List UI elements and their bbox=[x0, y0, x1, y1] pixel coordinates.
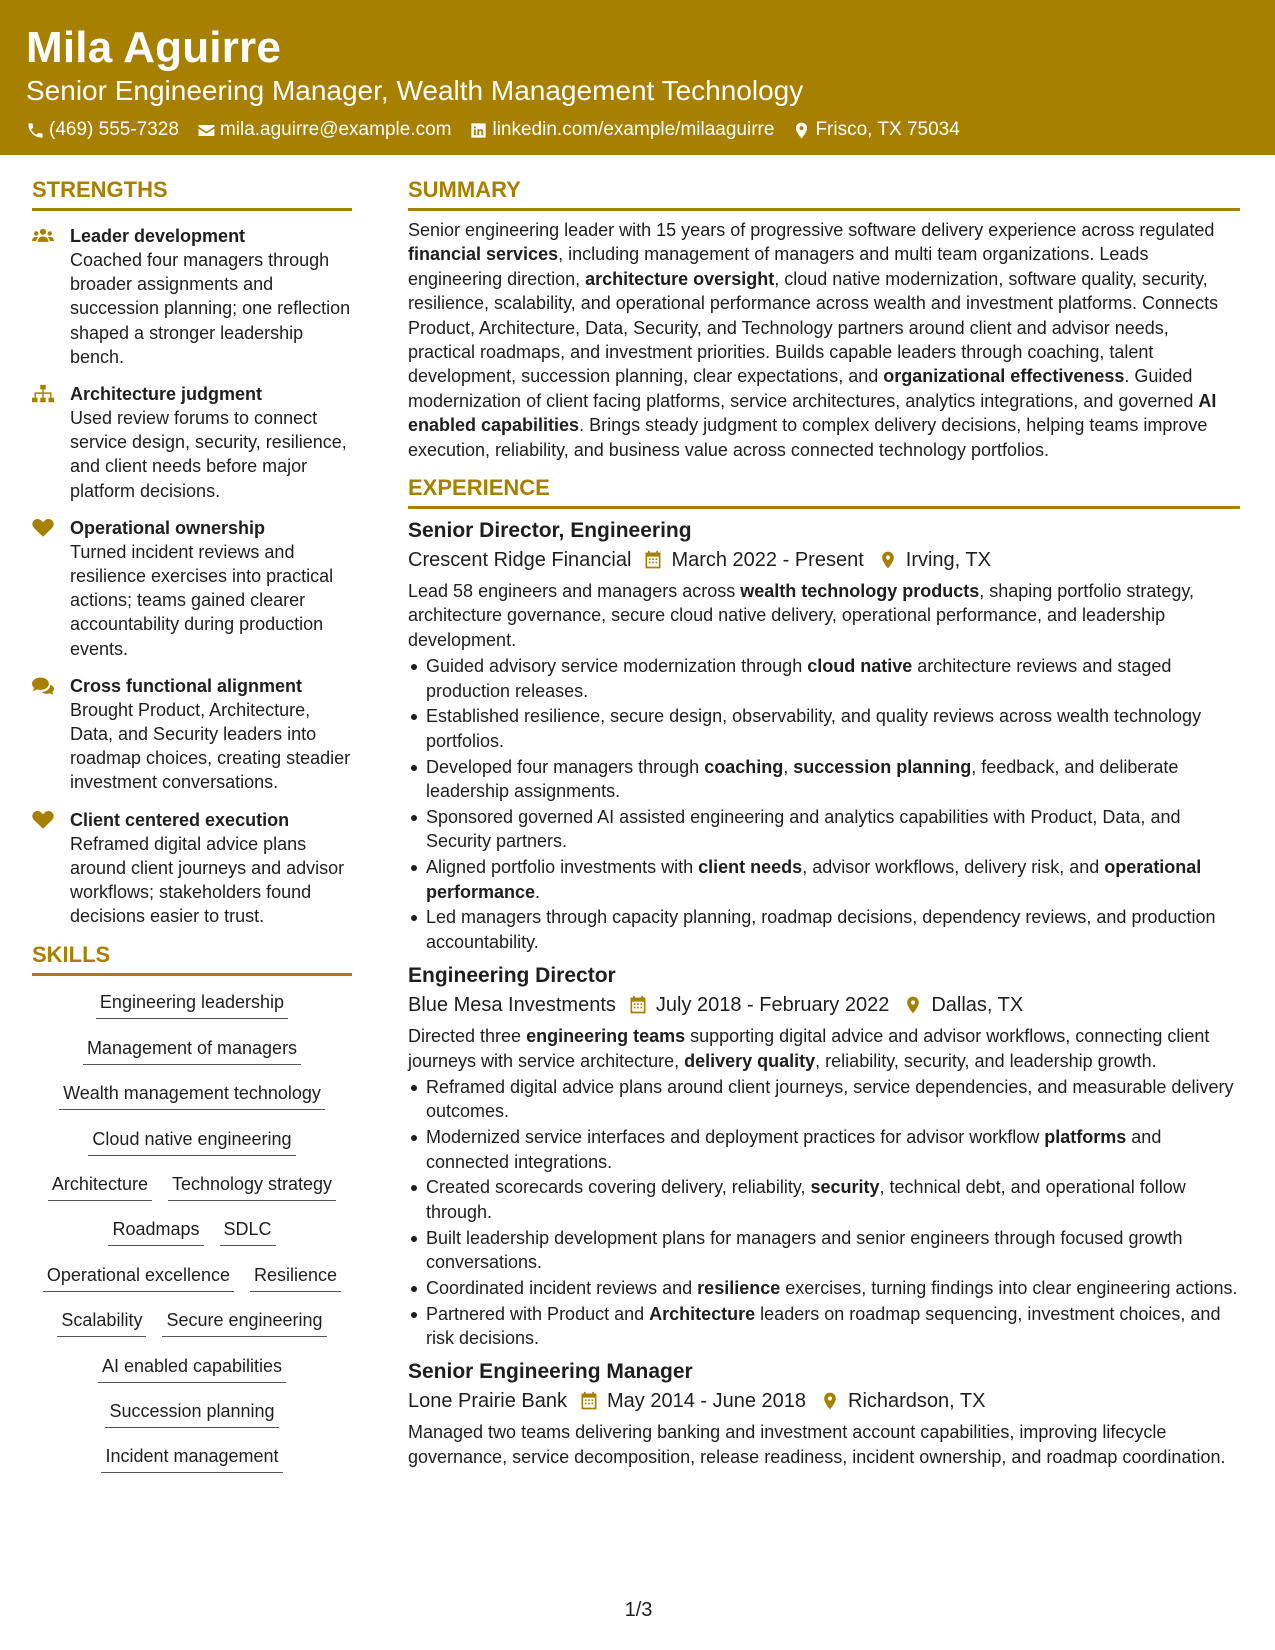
linkedin-text: linkedin.com/example/milaaguirre bbox=[492, 119, 775, 140]
skill-tag: Wealth management technology bbox=[59, 1081, 325, 1110]
map-pin-icon bbox=[889, 995, 931, 1015]
summary-heading: SUMMARY bbox=[408, 176, 1240, 211]
job-dates: May 2014 - June 2018 bbox=[606, 1390, 807, 1413]
strength-description: Reframed digital advice plans around client journeys and advisor workflows; stakeholders found decisions easier to trust. bbox=[70, 833, 345, 927]
contact-linkedin[interactable] bbox=[469, 118, 774, 142]
map-pin-icon bbox=[864, 550, 906, 570]
skill-tag: Secure engineering bbox=[162, 1308, 326, 1337]
strength-body bbox=[70, 516, 352, 661]
skills-list bbox=[32, 990, 352, 1489]
heart-icon bbox=[32, 516, 70, 661]
job-description: Directed three engineering teams supporting digital advice and advisor workflows, connecting client journeys with service architecture, delivery quality, reliability, security, and leadership growth. bbox=[408, 1026, 1210, 1071]
skill-row bbox=[90, 1354, 294, 1399]
job-meta bbox=[408, 546, 1240, 574]
skill-tag: Engineering leadership bbox=[96, 990, 288, 1019]
skill-tag: Resilience bbox=[250, 1263, 341, 1292]
job-title: Engineering Director bbox=[408, 964, 616, 988]
page-number: 1/3 bbox=[624, 1599, 653, 1621]
job-meta bbox=[408, 991, 1240, 1019]
contact-bar bbox=[26, 118, 1249, 142]
skill-row bbox=[100, 1217, 283, 1262]
strength-body bbox=[70, 808, 352, 929]
strength-title: Cross functional alignment bbox=[70, 675, 303, 696]
strength-description: Brought Product, Architecture, Data, and Security leaders into roadmap choices, creating steadier investment conversations. bbox=[70, 699, 351, 793]
users-icon bbox=[32, 224, 70, 369]
strength-item bbox=[32, 808, 352, 929]
job-entry bbox=[408, 517, 1240, 954]
skill-row bbox=[40, 1172, 344, 1217]
skill-tag: Management of managers bbox=[83, 1036, 301, 1065]
contact-email[interactable] bbox=[197, 118, 452, 142]
job-bullet: Established resilience, secure design, observability, and quality reviews across wealth technology portfolios. bbox=[408, 704, 1240, 753]
skill-row bbox=[97, 1399, 286, 1444]
job-meta bbox=[408, 1387, 1240, 1415]
skill-tag: Architecture bbox=[48, 1172, 152, 1201]
job-bullets bbox=[408, 1075, 1240, 1350]
strength-body bbox=[70, 224, 352, 369]
skill-tag: Technology strategy bbox=[168, 1172, 336, 1201]
right-column bbox=[408, 176, 1240, 1469]
location-text: Frisco, TX 75034 bbox=[815, 119, 960, 140]
job-bullets bbox=[408, 654, 1240, 954]
experience-heading: EXPERIENCE bbox=[408, 474, 1240, 509]
phone-icon bbox=[26, 121, 45, 140]
job-bullet: Guided advisory service modernization through cloud native architecture reviews and staged production releases. bbox=[408, 654, 1240, 703]
skill-tag: Roadmaps bbox=[108, 1217, 203, 1246]
job-dates: March 2022 - Present bbox=[671, 549, 864, 572]
candidate-title: Senior Engineering Manager, Wealth Management Technology bbox=[26, 75, 804, 106]
job-bullet: Coordinated incident reviews and resilience exercises, turning findings into clear engineering actions. bbox=[408, 1276, 1240, 1300]
job-dates: July 2018 - February 2022 bbox=[655, 994, 890, 1017]
job-bullet: Aligned portfolio investments with client needs, advisor workflows, delivery risk, and operational performance. bbox=[408, 855, 1240, 904]
left-column bbox=[32, 176, 352, 1490]
strength-title: Architecture judgment bbox=[70, 384, 263, 405]
skill-row bbox=[93, 1444, 290, 1489]
skill-row bbox=[88, 990, 296, 1035]
skill-tag: Incident management bbox=[101, 1444, 282, 1473]
strength-description: Turned incident reviews and resilience exercises into practical actions; teams gained clearer accountability during production events. bbox=[70, 541, 334, 659]
job-bullet: Built leadership development plans for managers and senior engineers through focused growth conversations. bbox=[408, 1226, 1240, 1275]
job-entry bbox=[408, 962, 1240, 1350]
strength-item bbox=[32, 516, 352, 661]
job-location: Irving, TX bbox=[905, 549, 991, 572]
envelope-icon bbox=[197, 121, 216, 140]
strength-item bbox=[32, 382, 352, 503]
job-bullet: Partnered with Product and Architecture leaders on roadmap sequencing, investment choices, and risk decisions. bbox=[408, 1302, 1240, 1351]
strength-body bbox=[70, 674, 352, 795]
job-description: Lead 58 engineers and managers across wealth technology products, shaping portfolio strategy, architecture governance, secure cloud native delivery, operational performance, and leadership development. bbox=[408, 581, 1195, 650]
calendar-icon bbox=[631, 550, 671, 570]
map-pin-icon bbox=[806, 1391, 848, 1411]
summary-text: Senior engineering leader with 15 years of progressive software delivery experience across regulated financial services, including management of managers and multi team organizations. Leads engineering direction, architecture oversight, cloud native modernization, software quality, security, resilience, scalability, and operational performance across wealth and investment platforms. Connects Product, Architecture, Data, Security, and Technology partners around client and advisor needs, practical roadmaps, and investment priorities. Builds capable leaders through coaching, talent development, succession planning, clear expectations, and organizational effectiveness. Guided modernization of client facing platforms, service architectures, analytics integrations, and governed AI enabled capabilities. Brings steady judgment to complex delivery decisions, helping teams improve execution, reliability, and business value across connected technology portfolios. bbox=[408, 220, 1219, 460]
job-description: Managed two teams delivering banking and investment account capabilities, improving lifecycle governance, service decomposition, release readiness, incident ownership, and roadmap coordination. bbox=[408, 1422, 1226, 1467]
job-bullet: Created scorecards covering delivery, reliability, security, technical debt, and operational follow through. bbox=[408, 1175, 1240, 1224]
phone-text: (469) 555-7328 bbox=[49, 119, 179, 140]
skill-row bbox=[80, 1127, 303, 1172]
map-pin-icon bbox=[792, 121, 811, 140]
skill-row bbox=[51, 1081, 333, 1126]
page-indicator bbox=[0, 1598, 1275, 1622]
skill-tag: SDLC bbox=[220, 1217, 276, 1246]
email-text: mila.aguirre@example.com bbox=[219, 119, 452, 140]
skill-tag: AI enabled capabilities bbox=[98, 1354, 286, 1383]
job-location: Dallas, TX bbox=[931, 994, 1024, 1017]
job-location: Richardson, TX bbox=[848, 1390, 986, 1413]
job-company: Crescent Ridge Financial bbox=[408, 549, 632, 572]
strength-body bbox=[70, 382, 352, 503]
job-title: Senior Director, Engineering bbox=[408, 519, 692, 543]
skill-row bbox=[35, 1263, 349, 1308]
skill-tag: Cloud native engineering bbox=[88, 1127, 295, 1156]
job-company: Blue Mesa Investments bbox=[408, 994, 616, 1017]
job-bullet: Reframed digital advice plans around client journeys, service dependencies, and measurable delivery outcomes. bbox=[408, 1075, 1240, 1124]
strength-item bbox=[32, 224, 352, 369]
strength-item bbox=[32, 674, 352, 795]
comments-icon bbox=[32, 674, 70, 795]
skill-tag: Scalability bbox=[57, 1308, 146, 1337]
skill-tag: Succession planning bbox=[105, 1399, 278, 1428]
strength-title: Operational ownership bbox=[70, 517, 266, 538]
resume-header bbox=[0, 0, 1275, 155]
skills-heading: SKILLS bbox=[32, 941, 352, 976]
job-title: Senior Engineering Manager bbox=[408, 1360, 693, 1384]
sitemap-icon bbox=[32, 382, 70, 503]
strength-title: Client centered execution bbox=[70, 809, 290, 830]
strength-description: Coached four managers through broader assignments and succession planning; one reflection shaped a stronger leadership bench. bbox=[70, 250, 351, 367]
job-entry bbox=[408, 1358, 1240, 1469]
strength-title: Leader development bbox=[70, 226, 246, 246]
skill-row bbox=[75, 1036, 309, 1081]
contact-phone[interactable] bbox=[26, 118, 179, 142]
calendar-icon bbox=[616, 995, 656, 1015]
experience-list bbox=[408, 517, 1240, 1469]
linkedin-icon bbox=[469, 121, 488, 140]
job-bullet: Modernized service interfaces and deployment practices for advisor workflow platforms and connected integrations. bbox=[408, 1125, 1240, 1174]
candidate-name: Mila Aguirre bbox=[26, 23, 282, 72]
skill-row bbox=[49, 1308, 334, 1353]
strengths-heading: STRENGTHS bbox=[32, 176, 352, 211]
skill-tag: Operational excellence bbox=[43, 1263, 234, 1292]
job-bullet: Led managers through capacity planning, roadmap decisions, dependency reviews, and production accountability. bbox=[408, 905, 1240, 954]
heart-icon bbox=[32, 808, 70, 929]
calendar-icon bbox=[567, 1391, 607, 1411]
contact-location bbox=[792, 118, 959, 142]
strengths-list bbox=[32, 224, 352, 928]
strength-description: Used review forums to connect service design, security, resilience, and client needs before major platform decisions. bbox=[70, 408, 347, 501]
job-bullet: Sponsored governed AI assisted engineering and analytics capabilities with Product, Data, and Security partners. bbox=[408, 805, 1240, 854]
job-bullet: Developed four managers through coaching, succession planning, feedback, and deliberate leadership assignments. bbox=[408, 755, 1240, 804]
job-company: Lone Prairie Bank bbox=[408, 1390, 567, 1413]
